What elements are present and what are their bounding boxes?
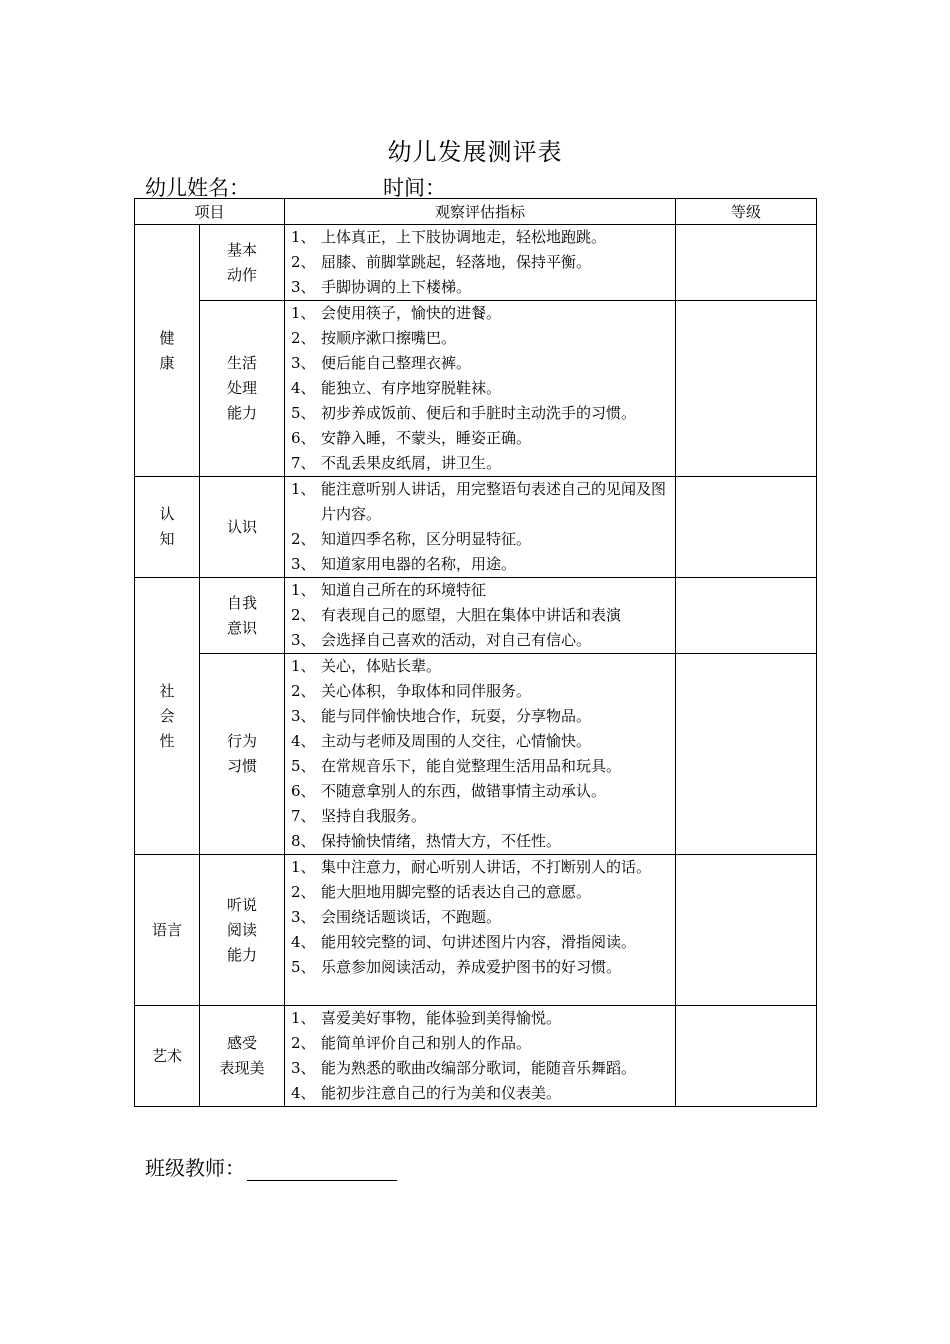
list-item: 8、 保持愉快情绪，热情大方，不任性。 bbox=[291, 832, 562, 850]
grade-cell[interactable] bbox=[676, 1006, 817, 1107]
list-item: 2、 有表现自己的愿望，大胆在集体中讲话和表演 bbox=[291, 606, 622, 624]
header-grade: 等级 bbox=[676, 199, 817, 225]
list-item: 1、 关心，体贴长辈。 bbox=[291, 657, 442, 675]
indicator-list bbox=[285, 301, 676, 477]
subcategory-listening-reading: 听说 阅读 能力 bbox=[200, 855, 285, 1006]
list-item: 6、 不随意拿别人的东西，做错事情主动承认。 bbox=[291, 782, 607, 800]
page-title: 幼儿发展测评表 bbox=[387, 138, 563, 166]
header-indicator: 观察评估指标 bbox=[285, 199, 676, 225]
list-item: 3、 能为熟悉的歌曲改编部分歌词，能随音乐舞蹈。 bbox=[291, 1059, 637, 1077]
list-item: 1、 喜爱美好事物，能体验到美得愉悦。 bbox=[291, 1009, 562, 1027]
student-info-line bbox=[145, 172, 545, 200]
list-item: 1、 会使用筷子，愉快的进餐。 bbox=[291, 304, 502, 322]
list-item: 3、 知道家用电器的名称，用途。 bbox=[291, 555, 517, 573]
table-row bbox=[135, 477, 817, 578]
grade-cell[interactable] bbox=[676, 578, 817, 654]
list-item: 1、 上体真正，上下肢协调地走，轻松地跑跳。 bbox=[291, 228, 607, 246]
grade-cell[interactable] bbox=[676, 477, 817, 578]
table-row bbox=[135, 578, 817, 654]
list-item: 7、 坚持自我服务。 bbox=[291, 807, 427, 825]
teacher-signature-line bbox=[145, 1152, 397, 1181]
name-underline[interactable] bbox=[145, 172, 383, 199]
subcategory-self-awareness: 自我 意识 bbox=[200, 578, 285, 654]
list-item: 3、 便后能自己整理衣裤。 bbox=[291, 354, 472, 372]
list-item: 2、 能简单评价自己和别人的作品。 bbox=[291, 1034, 532, 1052]
list-item: 3、 会围绕话题谈话，不跑题。 bbox=[291, 908, 502, 926]
list-item: 5、 在常规音乐下，能自觉整理生活用品和玩具。 bbox=[291, 757, 622, 775]
indicator-list bbox=[285, 578, 676, 654]
category-social: 社 会 性 bbox=[135, 578, 200, 855]
category-language: 语言 bbox=[135, 855, 200, 1006]
name-label: 幼儿姓名： bbox=[145, 176, 250, 200]
header-project: 项目 bbox=[135, 199, 285, 225]
list-item: 1、 集中注意力，耐心听别人讲话，不打断别人的话。 bbox=[291, 858, 652, 876]
list-item: 7、 不乱丢果皮纸屑，讲卫生。 bbox=[291, 454, 502, 472]
list-item: 3、 手脚协调的上下楼梯。 bbox=[291, 278, 472, 296]
subcategory-cognition: 认识 bbox=[200, 477, 285, 578]
list-item: 2、 能大胆地用脚完整的话表达自己的意愿。 bbox=[291, 883, 592, 901]
list-item: 2、 屈膝、前脚掌跳起，轻落地，保持平衡。 bbox=[291, 253, 592, 271]
indicator-list bbox=[285, 1006, 676, 1107]
list-item: 2、 关心体积，争取体和同伴服务。 bbox=[291, 682, 532, 700]
teacher-underline[interactable] bbox=[247, 1158, 397, 1181]
list-item: 6、 安静入睡，不蒙头，睡姿正确。 bbox=[291, 429, 532, 447]
list-item: 4、 能用较完整的词、句讲述图片内容，滑指阅读。 bbox=[291, 933, 637, 951]
indicator-list bbox=[285, 855, 676, 1006]
list-item: 3、 会选择自己喜欢的活动，对自己有信心。 bbox=[291, 631, 592, 649]
category-cognition: 认 知 bbox=[135, 477, 200, 578]
teacher-label: 班级教师： bbox=[145, 1156, 245, 1180]
subcategory-life-skills: 生活 处理 能力 bbox=[200, 301, 285, 477]
list-item: 5、 初步养成饭前、便后和手脏时主动洗手的习惯。 bbox=[291, 404, 637, 422]
grade-cell[interactable] bbox=[676, 654, 817, 855]
list-item: 5、 乐意参加阅读活动，养成爱护图书的好习惯。 bbox=[291, 958, 622, 976]
category-health: 健 康 bbox=[135, 225, 200, 477]
indicator-list bbox=[285, 477, 676, 578]
list-item: 2、 知道四季名称，区分明显特征。 bbox=[291, 530, 532, 548]
list-item: 2、 按顺序漱口擦嘴巴。 bbox=[291, 329, 457, 347]
grade-cell[interactable] bbox=[676, 225, 817, 301]
table-row bbox=[135, 855, 817, 1006]
list-item: 1、 能注意听别人讲话，用完整语句表述自己的见闻及图片内容。 bbox=[291, 480, 667, 523]
indicator-list bbox=[285, 225, 676, 301]
time-label: 时间： bbox=[383, 176, 446, 200]
evaluation-table bbox=[134, 198, 817, 1107]
list-item: 4、 主动与老师及周围的人交往，心情愉快。 bbox=[291, 732, 592, 750]
subcategory-basic-motion: 基本 动作 bbox=[200, 225, 285, 301]
table-row bbox=[135, 225, 817, 301]
list-item: 3、 能与同伴愉快地合作，玩耍，分享物品。 bbox=[291, 707, 592, 725]
category-art: 艺术 bbox=[135, 1006, 200, 1107]
grade-cell[interactable] bbox=[676, 301, 817, 477]
time-underline[interactable] bbox=[383, 172, 541, 199]
list-item: 4、 能初步注意自己的行为美和仪表美。 bbox=[291, 1084, 562, 1102]
list-item: 4、 能独立、有序地穿脱鞋袜。 bbox=[291, 379, 502, 397]
subcategory-behavior-habits: 行为 习惯 bbox=[200, 654, 285, 855]
table-row bbox=[135, 654, 817, 855]
subcategory-feel-express-beauty: 感受 表现美 bbox=[200, 1006, 285, 1107]
table-header-row bbox=[135, 199, 817, 225]
table-row bbox=[135, 301, 817, 477]
table-row bbox=[135, 1006, 817, 1107]
indicator-list bbox=[285, 654, 676, 855]
grade-cell[interactable] bbox=[676, 855, 817, 1006]
list-item: 1、 知道自己所在的环境特征 bbox=[291, 581, 487, 599]
